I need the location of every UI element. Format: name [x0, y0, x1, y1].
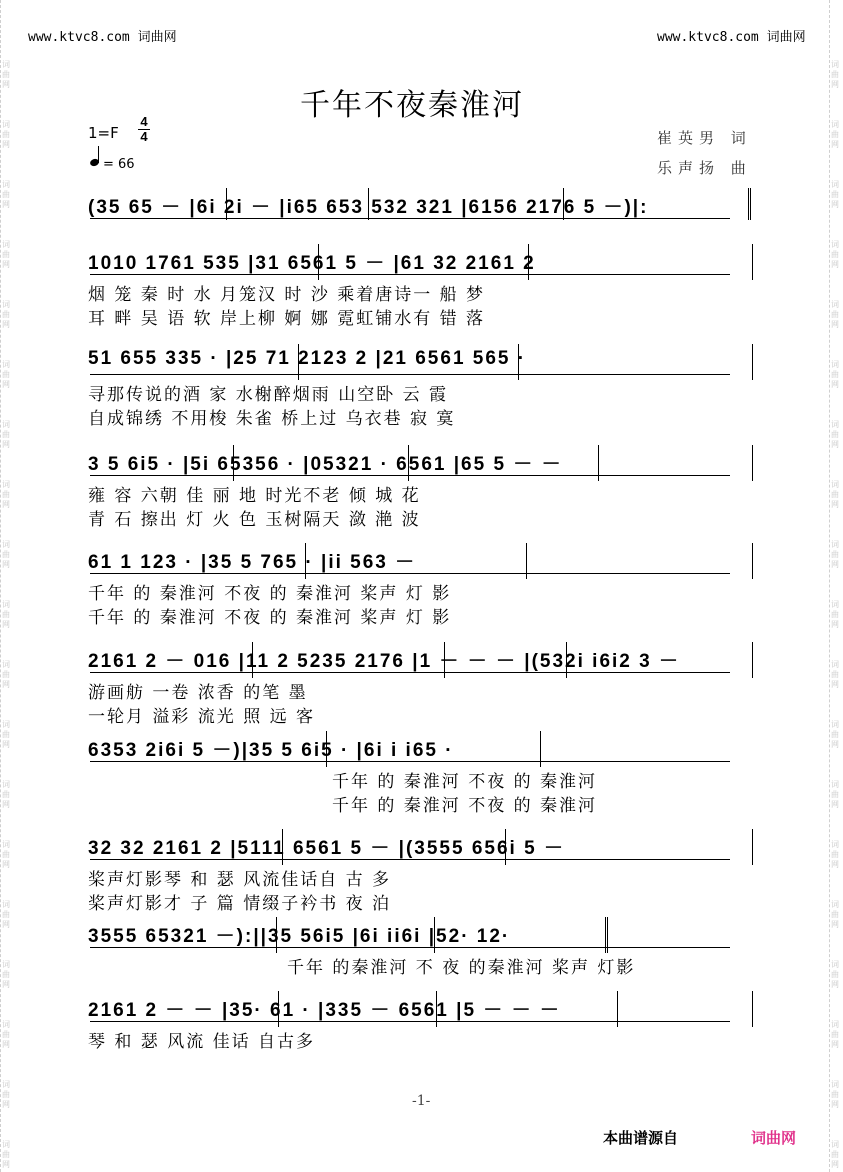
bar-line	[436, 991, 437, 1027]
time-signature-bottom: 4	[138, 129, 150, 144]
beam-underline	[90, 573, 730, 574]
bar-line	[752, 829, 753, 865]
watermark-mark: 词曲网	[831, 180, 839, 209]
bar-line	[526, 543, 527, 579]
watermark-mark: 词曲网	[831, 660, 839, 689]
lyric-line: 桨声灯影才 子 篇 情缀子衿书 夜 泊	[88, 894, 392, 914]
bar-line	[540, 731, 541, 767]
lyric-line: 雍 容 六朝 佳 丽 地 时光不老 倾 城 花	[88, 486, 421, 506]
lyric-line: 一轮月 溢彩 流光 照 远 客	[88, 707, 316, 727]
watermark-mark: 词曲网	[2, 180, 10, 209]
lyric-line: 耳 畔 吴 语 软 岸上柳 婀 娜 霓虹铺水有 错 落	[88, 309, 486, 329]
watermark-mark: 词曲网	[831, 840, 839, 869]
watermark-mark: 词曲网	[831, 120, 839, 149]
watermark-mark: 词曲网	[2, 60, 10, 89]
bar-line	[368, 188, 369, 220]
notation-line: 51 655 335 · |25 71 2123 2 |21 6561 565 ·	[88, 348, 527, 369]
bar-line	[305, 543, 306, 579]
watermark-mark: 词曲网	[831, 360, 839, 389]
lyric-line: 寻那传说的酒 家 水榭醉烟雨 山空卧 云 霞	[88, 385, 449, 405]
watermark-mark: 词曲网	[2, 1080, 10, 1109]
watermark-mark: 词曲网	[831, 960, 839, 989]
watermark-mark: 词曲网	[2, 1140, 10, 1169]
notation-line: (35 65 － |6i 2i － |i65 653 532 321 |6156 2176 5 －)|:	[88, 197, 649, 218]
notation-line: 2161 2 － － |35· 61 · |335 － 6561 |5 － － －	[88, 1000, 561, 1021]
watermark-mark: 词曲网	[2, 1020, 10, 1049]
key-signature: 1=F	[88, 124, 119, 142]
watermark-mark: 词曲网	[831, 60, 839, 89]
bar-line	[752, 445, 753, 481]
watermark-mark: 词曲网	[831, 420, 839, 449]
bar-line	[252, 642, 253, 678]
watermark-mark: 词曲网	[2, 240, 10, 269]
watermark-mark: 词曲网	[2, 960, 10, 989]
beam-underline	[90, 218, 730, 219]
lyric-line: 自成锦绣 不用梭 朱雀 桥上过 乌衣巷 寂 寞	[88, 409, 456, 429]
bar-line	[282, 829, 283, 865]
watermark-mark: 词曲网	[831, 720, 839, 749]
bar-line	[752, 991, 753, 1027]
bar-line	[752, 344, 753, 380]
notation-line: 1010 1761 535 |31 6561 5 － |61 32 2161 2	[88, 253, 536, 274]
bar-line	[434, 917, 435, 953]
notation-line: 6353 2i6i 5 －)|35 5 6i5 · |6i i i65 ·	[88, 740, 454, 761]
watermark-mark: 词曲网	[2, 540, 10, 569]
lyricist-credit: 崔英男 词	[657, 129, 752, 147]
beam-underline	[90, 859, 730, 860]
bar-line	[408, 445, 409, 481]
lyric-line: 千年 的 秦淮河 不夜 的 秦淮河	[332, 772, 598, 792]
notation-line: 32 32 2161 2 |5111 6561 5 － |(3555 656i 5 －	[88, 838, 565, 859]
watermark-mark: 词曲网	[2, 600, 10, 629]
watermark-mark: 词曲网	[2, 120, 10, 149]
beam-underline	[90, 1021, 730, 1022]
beam-underline	[90, 374, 730, 375]
time-signature	[138, 115, 150, 144]
lyric-line: 千年 的 秦淮河 不夜 的 秦淮河 桨声 灯 影	[88, 608, 452, 628]
bar-line	[752, 244, 753, 280]
beam-underline	[90, 672, 730, 673]
lyric-line: 桨声灯影琴 和 瑟 风流佳话自 古 多	[88, 870, 392, 890]
left-watermark-column	[0, 0, 15, 1172]
watermark-mark: 词曲网	[831, 300, 839, 329]
watermark-mark: 词曲网	[831, 1140, 839, 1169]
notation-line: 3555 65321 －):||35 56i5 |6i ii6i |52· 12·	[88, 926, 511, 947]
watermark-mark: 词曲网	[2, 900, 10, 929]
bar-line	[605, 917, 611, 953]
lyric-line: 琴 和 瑟 风流 佳话 自古多	[88, 1032, 316, 1052]
watermark-mark: 词曲网	[2, 780, 10, 809]
source-site-link[interactable]: 词曲网	[751, 1129, 797, 1147]
right-watermark-column	[829, 0, 843, 1172]
bar-line	[278, 991, 279, 1027]
bar-line	[326, 731, 327, 767]
watermark-mark: 词曲网	[831, 240, 839, 269]
watermark-mark: 词曲网	[831, 480, 839, 509]
watermark-mark: 词曲网	[2, 840, 10, 869]
composer-credit: 乐声扬 曲	[657, 159, 752, 177]
watermark-mark: 词曲网	[2, 720, 10, 749]
watermark-mark: 词曲网	[831, 780, 839, 809]
notation-line: 61 1 123 · |35 5 765 · |ii 563 －	[88, 552, 417, 573]
watermark-mark: 词曲网	[2, 360, 10, 389]
lyric-line: 游画舫 一卷 浓香 的笔 墨	[88, 683, 308, 703]
beam-underline	[90, 947, 730, 948]
bar-line	[752, 543, 753, 579]
bar-line	[444, 642, 445, 678]
song-title: 千年不夜秦淮河	[300, 88, 524, 123]
bar-line	[752, 642, 753, 678]
watermark-mark: 词曲网	[2, 660, 10, 689]
bar-line	[318, 244, 319, 280]
watermark-mark: 词曲网	[2, 420, 10, 449]
watermark-mark: 词曲网	[831, 1080, 839, 1109]
bar-line	[528, 244, 529, 280]
bar-line	[748, 188, 754, 220]
quarter-note-stem	[98, 146, 99, 163]
notation-line: 3 5 6i5 · |5i 65356 · |05321 · 6561 |65 5 － －	[88, 454, 563, 475]
tempo-marking: = 66	[103, 157, 135, 172]
beam-underline	[90, 274, 730, 275]
notation-line: 2161 2 － 016 |11 2 5235 2176 |1 － － － |(532i i6i2 3 －	[88, 651, 680, 672]
watermark-mark: 词曲网	[2, 480, 10, 509]
bar-line	[298, 344, 299, 380]
lyric-line: 千年 的 秦淮河 不夜 的 秦淮河 桨声 灯 影	[88, 584, 452, 604]
bar-line	[518, 344, 519, 380]
page-number: -1-	[412, 1093, 431, 1109]
lyric-line: 青 石 擦出 灯 火 色 玉树隔天 潋 滟 波	[88, 510, 421, 530]
watermark-mark: 词曲网	[831, 600, 839, 629]
bar-line	[505, 829, 506, 865]
watermark-mark: 词曲网	[2, 300, 10, 329]
bar-line	[276, 917, 277, 953]
source-label: 本曲谱源自	[603, 1129, 679, 1147]
lyric-line: 烟 笼 秦 时 水 月笼汉 时 沙 乘着唐诗一 船 梦	[88, 285, 486, 305]
bar-line	[563, 188, 564, 220]
bar-line	[233, 445, 234, 481]
header-site-left[interactable]: www.ktvc8.com 词曲网	[28, 30, 177, 45]
bar-line	[226, 188, 227, 220]
time-signature-top: 4	[140, 114, 148, 129]
watermark-mark: 词曲网	[831, 900, 839, 929]
bar-line	[617, 991, 618, 1027]
lyric-line: 千年 的秦淮河 不 夜 的秦淮河 桨声 灯影	[287, 958, 636, 978]
header-site-right[interactable]: www.ktvc8.com 词曲网	[657, 30, 806, 45]
watermark-mark: 词曲网	[831, 540, 839, 569]
watermark-mark: 词曲网	[831, 1020, 839, 1049]
lyric-line: 千年 的 秦淮河 不夜 的 秦淮河	[332, 796, 598, 816]
beam-underline	[90, 475, 730, 476]
bar-line	[598, 445, 599, 481]
beam-underline	[90, 761, 730, 762]
bar-line	[566, 642, 567, 678]
